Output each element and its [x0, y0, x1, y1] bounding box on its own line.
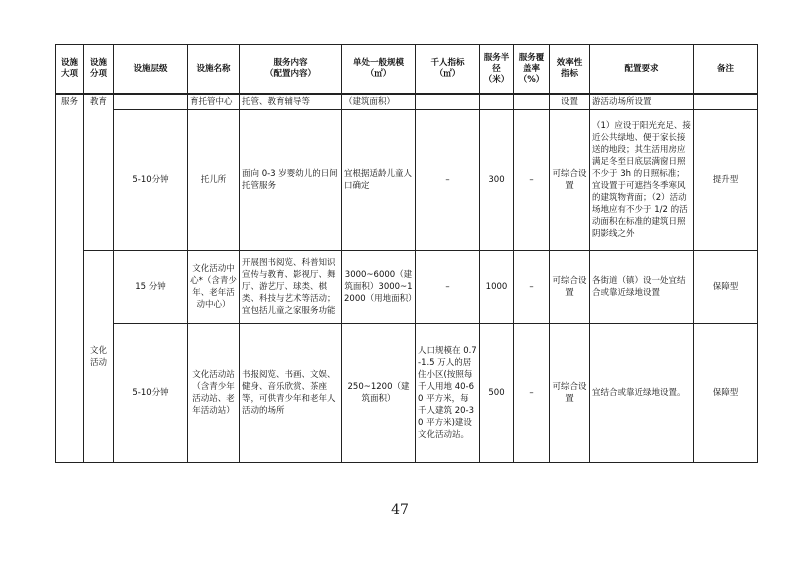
note-cell: 保障型	[694, 324, 758, 463]
header-requirement: 配置要求	[590, 45, 694, 95]
header-category: 设施 大项	[56, 45, 84, 95]
per-thousand-cell	[416, 94, 480, 110]
page-number: 47	[391, 502, 409, 518]
table-row	[56, 110, 758, 251]
note-cell: 提升型	[694, 110, 758, 251]
radius-cell: 1000	[480, 251, 514, 324]
requirement-cell: （1）应设于阳光充足、接近公共绿地、便于家长接送的地段；其生活用房应满足冬至日底层满窗日照不少于 3h 的日照标准；宜设置于可遮挡冬季寒风的建筑物背面；（2）活动场地应有不少于 1/2 的活动面积在标准的建筑日照阴影线之外	[590, 110, 694, 251]
content-cell: 开展图书阅览、科普知识宣传与教育、影视厅、舞厅、游艺厅、球类、棋类、科技与艺术等活动；宜包括儿童之家服务功能	[240, 251, 342, 324]
scale-cell: （建筑面积）	[342, 94, 416, 110]
radius-cell: 500	[480, 324, 514, 463]
header-subcategory: 设施 分项	[84, 45, 114, 95]
header-scale: 单处一般规模 （㎡）	[342, 45, 416, 95]
efficiency-cell: 可综合设置	[550, 110, 590, 251]
name-cell: 文化活动站（含青少年活动站、老年活动站）	[188, 324, 240, 463]
note-cell: 保障型	[694, 251, 758, 324]
coverage-cell: –	[514, 324, 550, 463]
header-level: 设施层级	[114, 45, 188, 95]
header-content: 服务内容 （配置内容）	[240, 45, 342, 95]
scale-cell: 250~1200（建筑面积）	[342, 324, 416, 463]
per-thousand-cell: –	[416, 251, 480, 324]
per-thousand-cell: 人口规模在 0.7-1.5 万人的居住小区(按照每千人用地 40-60 平方米，每千人建筑 20-30 平方米)建设文化活动站。	[416, 324, 480, 463]
standards-table-page	[55, 44, 757, 463]
content-cell: 面向 0-3 岁婴幼儿的日间托管服务	[240, 110, 342, 251]
requirement-cell: 各街道（镇）设一处宜结合或靠近绿地设置	[590, 251, 694, 324]
header-coverage: 服务覆 盖率 （%）	[514, 45, 550, 95]
coverage-cell: –	[514, 110, 550, 251]
header-name: 设施名称	[188, 45, 240, 95]
header-note: 备注	[694, 45, 758, 95]
name-cell: 文化活动中心*（含青少年、老年活动中心）	[188, 251, 240, 324]
efficiency-cell: 设置	[550, 94, 590, 110]
header-efficiency: 效率性 指标	[550, 45, 590, 95]
level-cell: 5-10分钟	[114, 324, 188, 463]
coverage-cell: –	[514, 251, 550, 324]
level-cell: 5-10分钟	[114, 110, 188, 251]
requirement-cell: 游活动场所设置	[590, 94, 694, 110]
subcategory-culture-cell: 文化活动	[84, 251, 114, 463]
facility-standards-table	[55, 44, 758, 463]
category-cell: 服务	[56, 94, 84, 463]
level-cell: 15 分钟	[114, 251, 188, 324]
radius-cell	[480, 94, 514, 110]
subcategory-education-cell: 教育	[84, 94, 114, 251]
content-cell: 书报阅览、书画、文娱、健身、音乐欣赏、茶座等，可供青少年和老年人活动的场所	[240, 324, 342, 463]
table-row	[56, 94, 758, 110]
coverage-cell	[514, 94, 550, 110]
radius-cell: 300	[480, 110, 514, 251]
efficiency-cell: 可综合设置	[550, 324, 590, 463]
note-cell	[694, 94, 758, 110]
header-radius: 服务半 径 （米）	[480, 45, 514, 95]
header-row	[56, 45, 758, 95]
table-row	[56, 251, 758, 324]
level-cell	[114, 94, 188, 110]
header-per-thousand: 千人指标 （㎡）	[416, 45, 480, 95]
scale-cell: 3000~6000（建筑面积）3000~12000（用地面积）	[342, 251, 416, 324]
scale-cell: 宜根据适龄儿童人口确定	[342, 110, 416, 251]
name-cell: 托儿所	[188, 110, 240, 251]
table-row	[56, 324, 758, 463]
efficiency-cell: 可综合设置	[550, 251, 590, 324]
requirement-cell: 宜结合或靠近绿地设置。	[590, 324, 694, 463]
name-cell: 育托管中心	[188, 94, 240, 110]
per-thousand-cell: –	[416, 110, 480, 251]
content-cell: 托管、教育辅导等	[240, 94, 342, 110]
